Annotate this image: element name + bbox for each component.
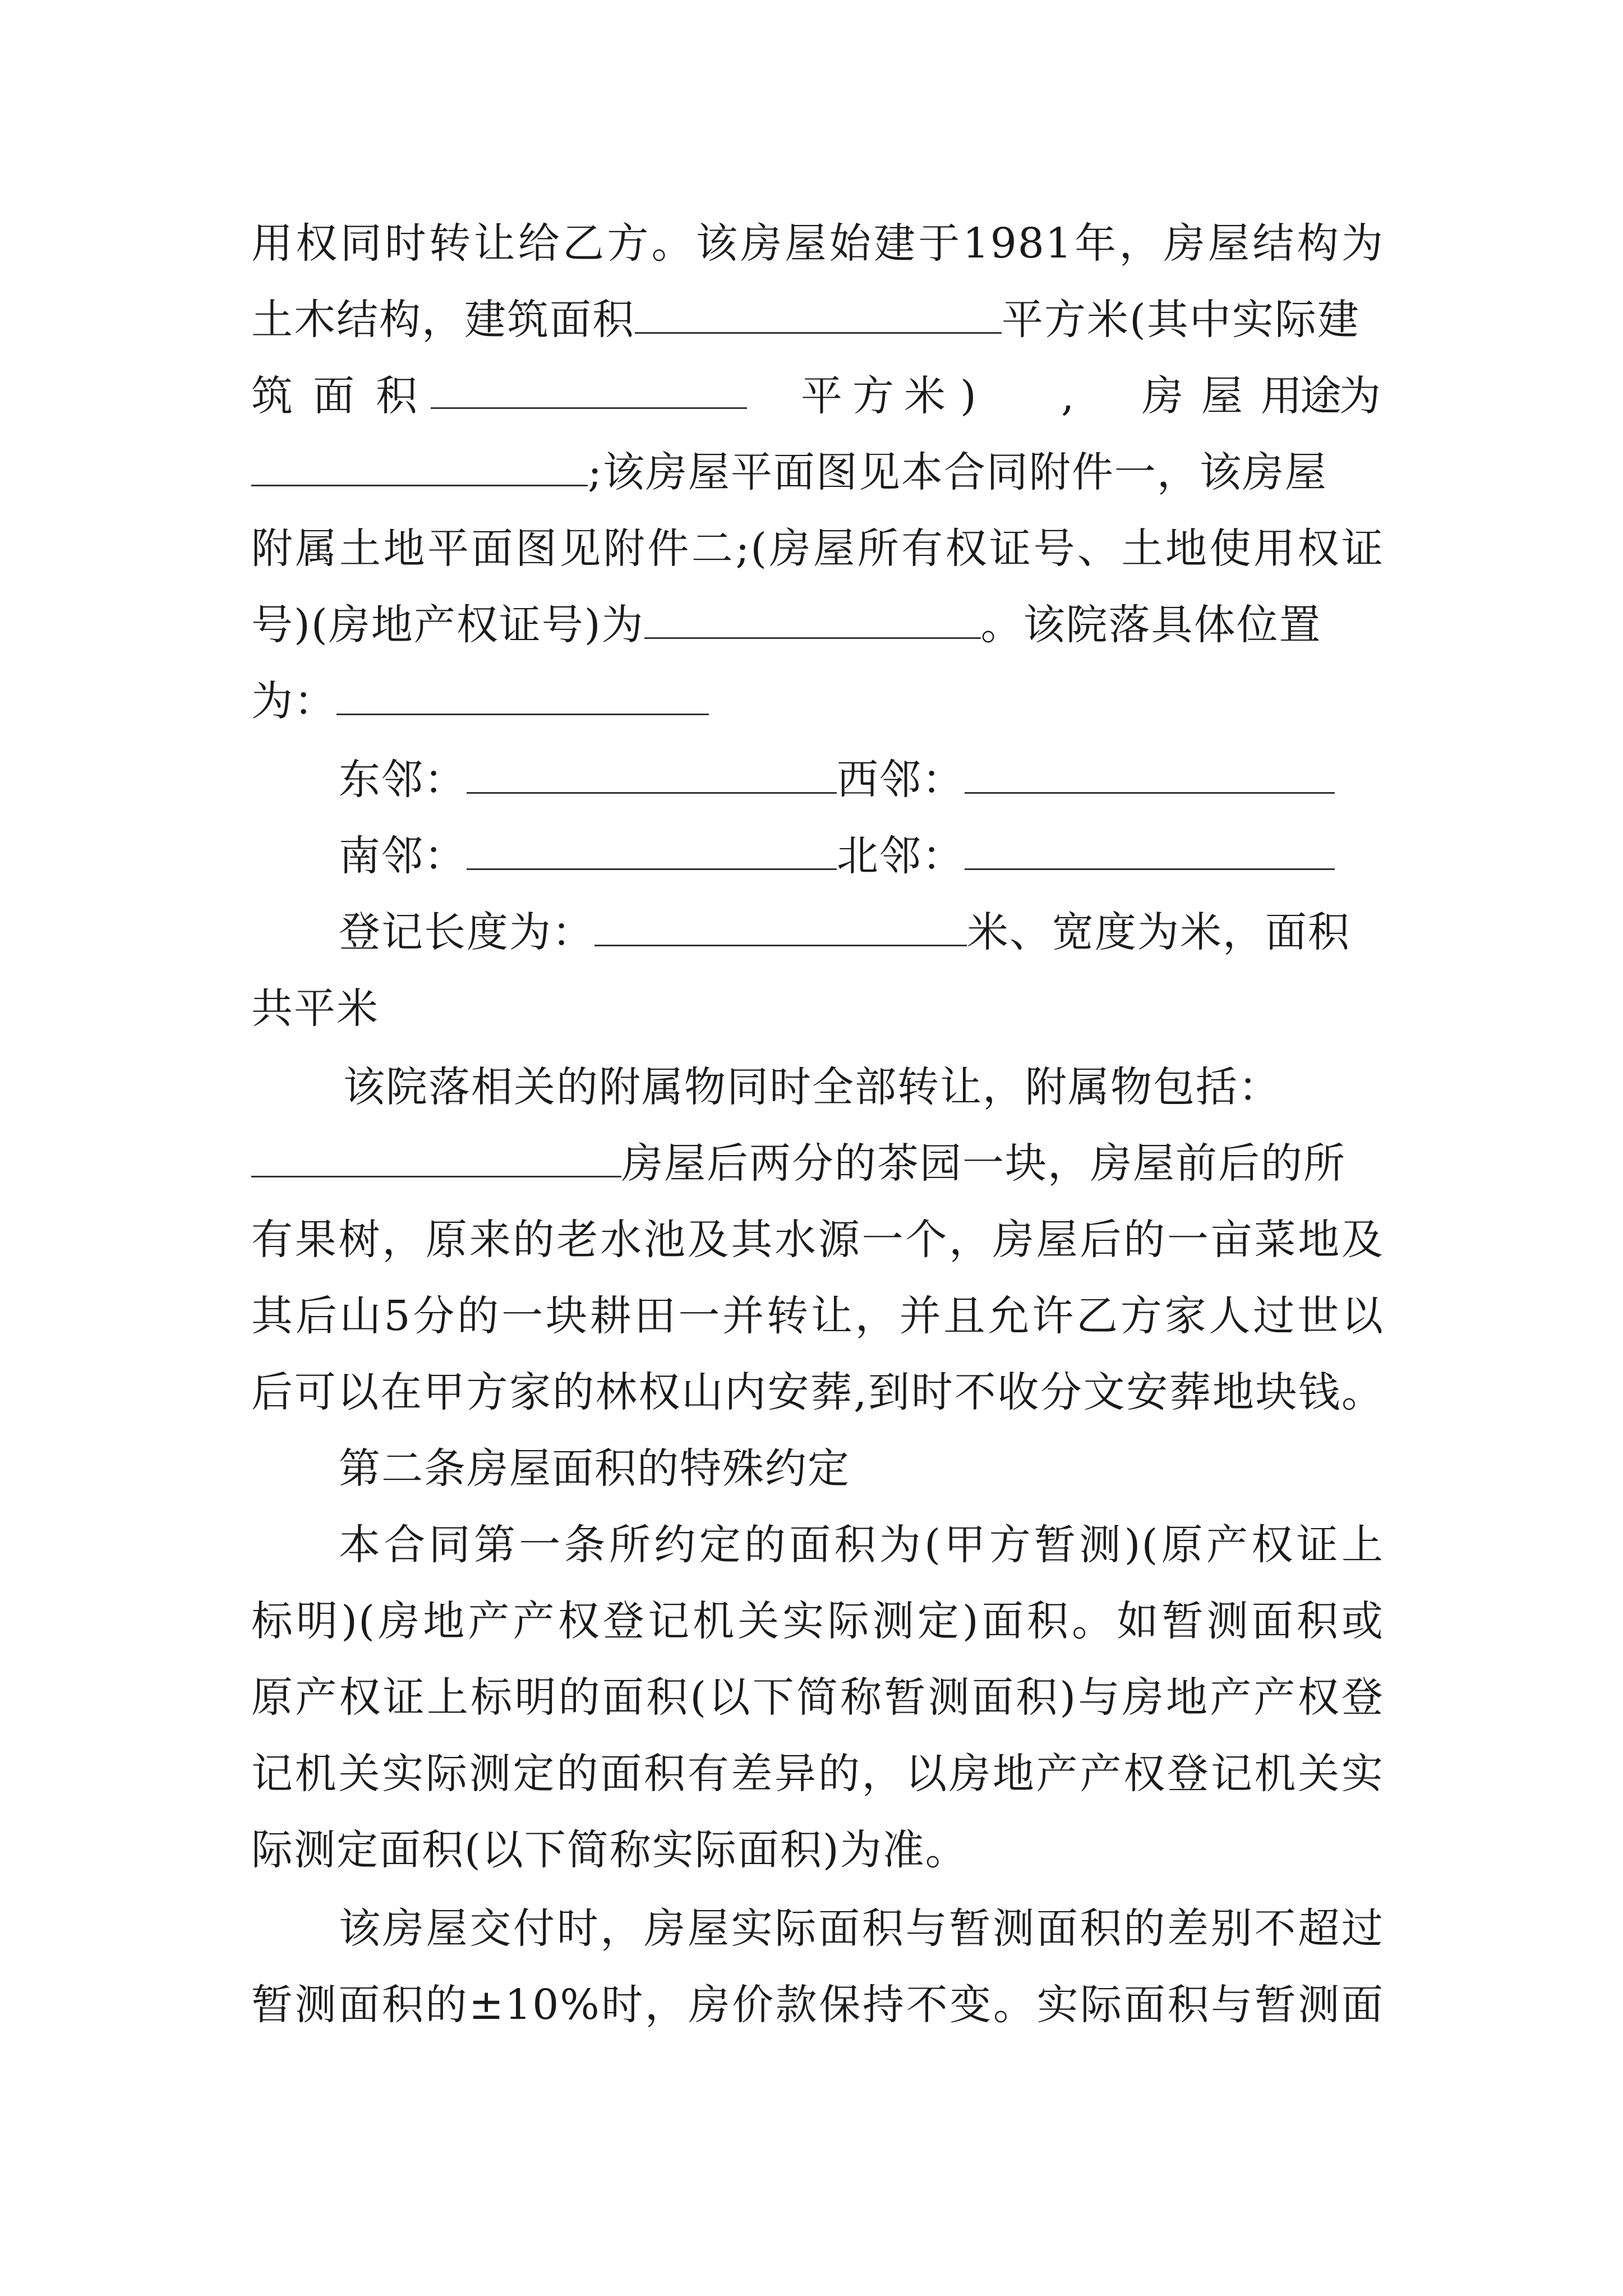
text-line	[251, 1130, 1384, 1197]
text-line	[339, 899, 1384, 966]
text-line	[251, 975, 1384, 1042]
text-line	[339, 1511, 1384, 1579]
char: )	[960, 372, 978, 420]
south-neighbor-blank[interactable]	[467, 828, 837, 870]
east-neighbor-blank[interactable]	[467, 752, 837, 794]
text-line	[251, 1971, 1384, 2039]
char: 平	[801, 372, 843, 420]
text-line	[339, 822, 1384, 890]
text-line	[251, 1359, 1384, 1426]
text-line	[251, 1740, 1384, 1807]
line-text: 其后山5分的一块耕田一并转让，并且允许乙方家人过世以	[251, 1292, 1384, 1340]
line-suffix: 米、宽度为米，面积	[967, 908, 1350, 956]
text-line	[251, 1282, 1384, 1350]
line-text: 本合同第一条所约定的面积为(甲方暂测)(原产权证上	[339, 1521, 1384, 1569]
west-neighbor-blank[interactable]	[965, 752, 1335, 794]
location-blank[interactable]	[336, 673, 709, 715]
south-neighbor-label: 南邻：	[339, 832, 467, 880]
house-use-blank[interactable]	[251, 444, 588, 486]
text-line	[251, 1206, 1384, 1273]
line-prefix: 登记长度为：	[339, 908, 594, 956]
actual-area-blank[interactable]	[431, 374, 747, 409]
text-line	[251, 362, 1384, 430]
char: 房	[1142, 372, 1184, 420]
length-blank[interactable]	[594, 904, 967, 946]
text-line	[251, 439, 1384, 506]
east-neighbor-label: 东邻：	[339, 756, 467, 804]
article-heading	[339, 1435, 1384, 1502]
line-text: 该院落相关的附属物同时全部转让，附属物包括：	[343, 1063, 1281, 1111]
text-line	[339, 746, 1384, 813]
line-suffix: 平方米(其中实际建	[1002, 296, 1360, 344]
line-suffix: ;该房屋平面图见本合同附件一，该房屋	[588, 448, 1327, 496]
building-area-blank[interactable]	[635, 292, 1002, 334]
line-text: 该房屋交付时，房屋实际面积与暂测面积的差别不超过	[339, 1904, 1384, 1953]
char: 为	[1339, 372, 1382, 420]
north-neighbor-label: 北邻：	[837, 832, 965, 880]
text-line	[251, 1664, 1384, 1731]
char: 米	[904, 372, 947, 420]
line-text: 际测定面积(以下简称实际面积)为准。	[251, 1826, 968, 1874]
appendages-blank[interactable]	[251, 1135, 621, 1177]
text-line	[251, 668, 1384, 735]
certificate-number-blank[interactable]	[644, 597, 981, 639]
char: 用	[1261, 372, 1303, 420]
char: 方	[852, 372, 895, 420]
text-line	[251, 591, 1384, 659]
char: 屋	[1201, 372, 1244, 420]
line-text: 共平米	[251, 984, 379, 1033]
char: 积	[376, 372, 418, 420]
line-text: 后可以在甲方家的林权山内安葬,到时不收分文安葬地块钱。	[251, 1368, 1384, 1416]
line-prefix: 土木结构，建筑面积	[251, 296, 635, 344]
line-text: 附属土地平面图见附件二;(房屋所有权证号、土地使用权证	[251, 524, 1384, 573]
line-text: 用权同时转让给乙方。该房屋始建于1981年，房屋结构为	[251, 219, 1384, 268]
text-line	[251, 286, 1384, 353]
line-prefix: 为：	[251, 677, 336, 725]
line-text: 有果树，原来的老水池及其水源一个，房屋后的一亩菜地及	[251, 1216, 1384, 1264]
text-line	[339, 1895, 1384, 1962]
char: 途	[1300, 372, 1343, 420]
line-suffix: 。该院落具体位置	[980, 601, 1322, 649]
line-suffix: 房屋后两分的茶园一块，房屋前后的所	[621, 1139, 1346, 1188]
char: 面	[313, 372, 356, 420]
line-prefix: 号)(房地产权证号)为	[251, 601, 644, 649]
north-neighbor-blank[interactable]	[965, 828, 1335, 870]
text-line	[251, 1588, 1384, 1655]
char: 筑	[251, 372, 294, 420]
line-text: 原产权证上标明的面积(以下简称暂测面积)与房地产产权登	[251, 1673, 1384, 1722]
west-neighbor-label: 西邻：	[837, 756, 965, 804]
line-text: 记机关实际测定的面积有差异的，以房地产产权登记机关实	[251, 1750, 1384, 1798]
char: ,	[1061, 372, 1076, 420]
text-line	[343, 1053, 1384, 1121]
line-text: 标明)(房地产产权登记机关实际测定)面积。如暂测面积或	[251, 1597, 1384, 1645]
line-text: 暂测面积的±10%时，房价款保持不变。实际面积与暂测面	[251, 1981, 1384, 2029]
text-line	[251, 1816, 1384, 1884]
text-line	[251, 515, 1384, 582]
line-text: 第二条房屋面积的特殊约定	[339, 1444, 850, 1493]
text-line	[251, 210, 1384, 277]
